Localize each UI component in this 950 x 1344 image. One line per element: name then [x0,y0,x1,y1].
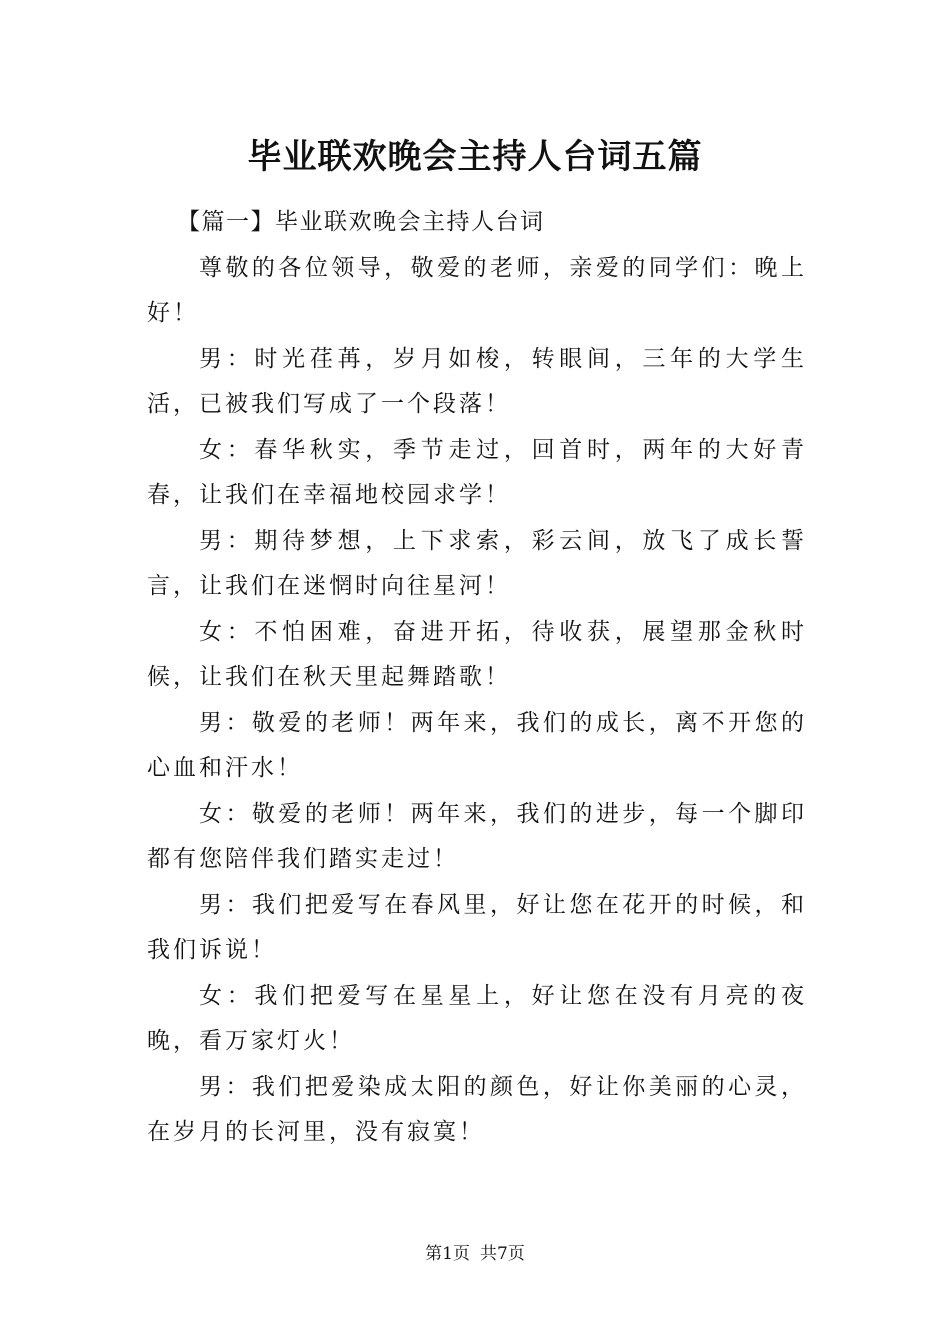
document-title: 毕业联欢晚会主持人台词五篇 [247,137,703,177]
paragraph-male-5: 男：我们把爱染成太阳的颜色，好让你美丽的心灵，在岁月的长河里，没有寂寞！ [147,1073,807,1145]
page-total: 共7页 [480,1244,525,1264]
paragraph-greeting: 尊敬的各位领导，敬爱的老师，亲爱的同学们：晚上好！ [147,254,807,326]
page-number: 第1页 [425,1244,470,1264]
document-body [147,200,807,1156]
paragraph-female-3: 女：敬爱的老师！两年来，我们的进步，每一个脚印都有您陪伴我们踏实走过！ [147,800,807,872]
page-footer [0,1242,950,1266]
paragraph-male-1: 男：时光荏苒，岁月如梭，转眼间，三年的大学生活，已被我们写成了一个段落！ [147,345,807,417]
paragraph-male-4: 男：我们把爱写在春风里，好让您在花开的时候，和我们诉说！ [147,891,807,963]
paragraph-female-4: 女：我们把爱写在星星上，好让您在没有月亮的夜晚，看万家灯火！ [147,982,807,1054]
paragraph-female-1: 女：春华秋实，季节走过，回首时，两年的大好青春，让我们在幸福地校园求学！ [147,436,807,508]
paragraph-male-3: 男：敬爱的老师！两年来，我们的成长，离不开您的心血和汗水！ [147,709,807,781]
paragraph-female-2: 女：不怕困难，奋进开拓，待收获，展望那金秋时候，让我们在秋天里起舞踏歌！ [147,618,807,690]
paragraph-male-2: 男：期待梦想，上下求索，彩云间，放飞了成长誓言，让我们在迷惘时向往星河！ [147,527,807,599]
section-heading: 【篇一】毕业联欢晚会主持人台词 [177,209,545,235]
